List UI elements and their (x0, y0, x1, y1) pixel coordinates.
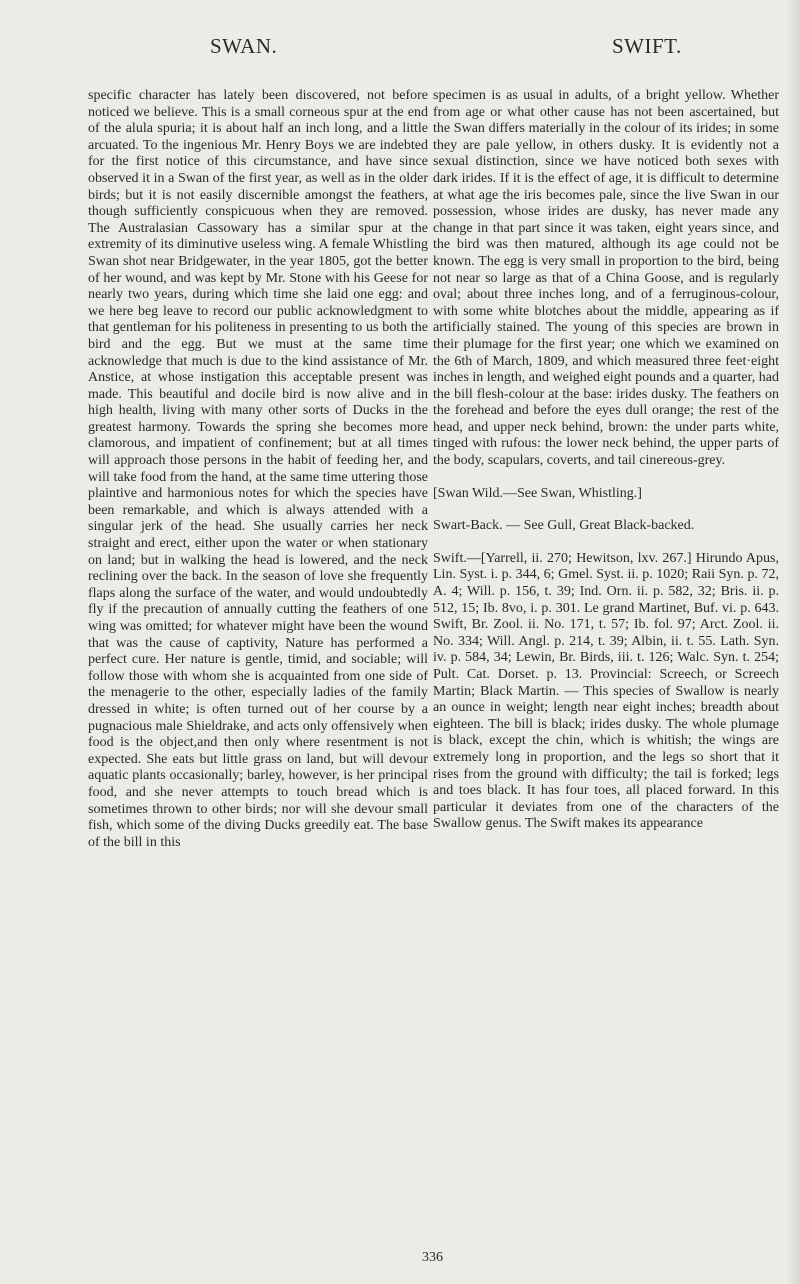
paragraph: specimen is as usual in adults, of a bright yellow. Whether from age or what other cause has not been ascertained, but the Swan differs materially in the colour of its irides; in some they are pale yellow, in others dusky. It is evidently not a sexual distinction, since we have noticed both sexes with dark irides. If it is the effect of age, it is difficult to determine at what age the iris becomes pale, since the live Swan in our possession, whose irides are dusky, has never made any change in that part since it was taken, eight years since, and the bird was then matured, although its age could not be known. The egg is very small in proportion to the bird, being not near so large as that of a China Goose, and is regularly oval; about three inches long, and of a ferruginous-colour, with some white blotches about the middle, appearing as if artificially stained. The young of this species are brown in their plumage for the first year; one which we examined on the 6th of March, 1809, and which measured three feet·eight inches in length, and weighed eight pounds and a quarter, had the bill flesh-colour at the base: irides dusky. The feathers on the forehead and before the eyes dull orange; the rest of the head, and upper neck behind, brown: the under parts white, tinged with rufous: the lower neck behind, the upper parts of the body, scapulars, coverts, and tail cinereous-grey. (433, 88, 779, 469)
left-column (88, 88, 428, 851)
entry-swan-wild: [Swan Wild.—See Swan, Whistling.] (433, 485, 642, 501)
right-column (433, 88, 779, 833)
entry-swart-back: Swart-Back. — See Gull, Great Black-backed. (433, 518, 695, 534)
running-header-right: SWIFT. (612, 34, 682, 58)
entry-swift: Swift.—[Yarrell, ii. 270; Hewitson, lxv. 267.] Hirundo Apus, Lin. Syst. i. p. 344, 6; Gmel. Syst. ii. p. 1020; Raii Syn. p. 72, A. 4; Will. p. 156, t. 39; Ind. Orn. ii. p. 582, 32; Bris. ii. p. 512, 15; Ib. 8vo, i. p. 301. Le grand Martinet, Buf. vi. p. 643. Swift, Br. Zool. ii. No. 171, t. 57; Ib. fol. 97; Arct. Zool. ii. No. 334; Will. Angl. p. 214, t. 39; Albin, ii. t. 55. Lath. Syn. iv. p. 584, 34; Lewin, Br. Birds, iii. t. 126; Walc. Syn. t. 254; Pult. Cat. Dorset. p. 13. Provincial: Screech, or Screech Martin; Black Martin. — This species of Swallow is nearly an ounce in weight; length near eight inches; breadth about eighteen. The bill is black; irides dusky. The whole plumage is black, except the chin, which is whitish; the wings are extremely long in proportion, and the legs so short that it rises from the ground with difficulty; the tail is forked; legs and toes black. It has four toes, all placed forward. In this particular it deviates from one of the characters of the Swallow genus. The Swift makes its appearance (433, 550, 779, 832)
paragraph: specific character has lately been discovered, not before noticed we believe. This is a small corneous spur at the end of the alula spuria; it is about half an inch long, and a little arcuated. To the ingenious Mr. Henry Boys we are indebted for the first notice of this circumstance, and have since observed it in a Swan of the first year, as well as in the older birds; but it is not easily discernible amongst the feathers, though sufficiently conspicuous when they are removed. The Australasian Cassowary has a similar spur at the extremity of its diminutive useless wing. A female Whistling Swan shot near Bridgewater, in the year 1805, got the better of her wound, and was kept by Mr. Stone with his Geese for nearly two years, during which time she laid one egg: and we here beg leave to record our public acknowledgment to that gentleman for his politeness in presenting to us both the bird and the egg. But we must at the same time acknowledge that much is due to the kind assistance of Mr. Anstice, at whose instigation this acceptable present was made. This beautiful and docile bird is now alive and in high health, living with many other sorts of Ducks in the greatest harmony. Towards the spring she becomes more clamorous, and impatient of confinement; but at all times will approach those persons in the habit of feeding her, and will take food from the hand, at the same time uttering those plaintive and harmonious notes for which the species have been remarkable, and which is always attended with a singular jerk of the head. She usually carries her neck straight and erect, either upon the water or when stationary on land; but in walking the head is lowered, and the neck reclining over the back. In the season of love she frequently flaps along the surface of the water, and would undoubtedly fly if the precaution of annually cutting the feathers of one wing was omitted; for whatever might have been the wound that was the cause of captivity, Nature has performed a perfect cure. Her nature is gentle, timid, and sociable; will follow those with whom she is acquainted from one side of the menagerie to the other, especially ladies of the family dressed in white; is often turned out of her course by a pugnacious male Shieldrake, and acts only offensively when food is the object,and then only where resentment is not expected. She eats but little grass on land, but will devour aquatic plants occasionally; barley, however, is her principal food, and she never attempts to touch bread which is sometimes thrown to other birds; nor will she devour small fish, which some of the diving Ducks greedily eat. The base of the bill in this (88, 88, 428, 850)
page-number: 336 (422, 1250, 443, 1265)
page-edge-shadow (786, 0, 800, 1284)
running-header-left: SWAN. (210, 34, 278, 58)
